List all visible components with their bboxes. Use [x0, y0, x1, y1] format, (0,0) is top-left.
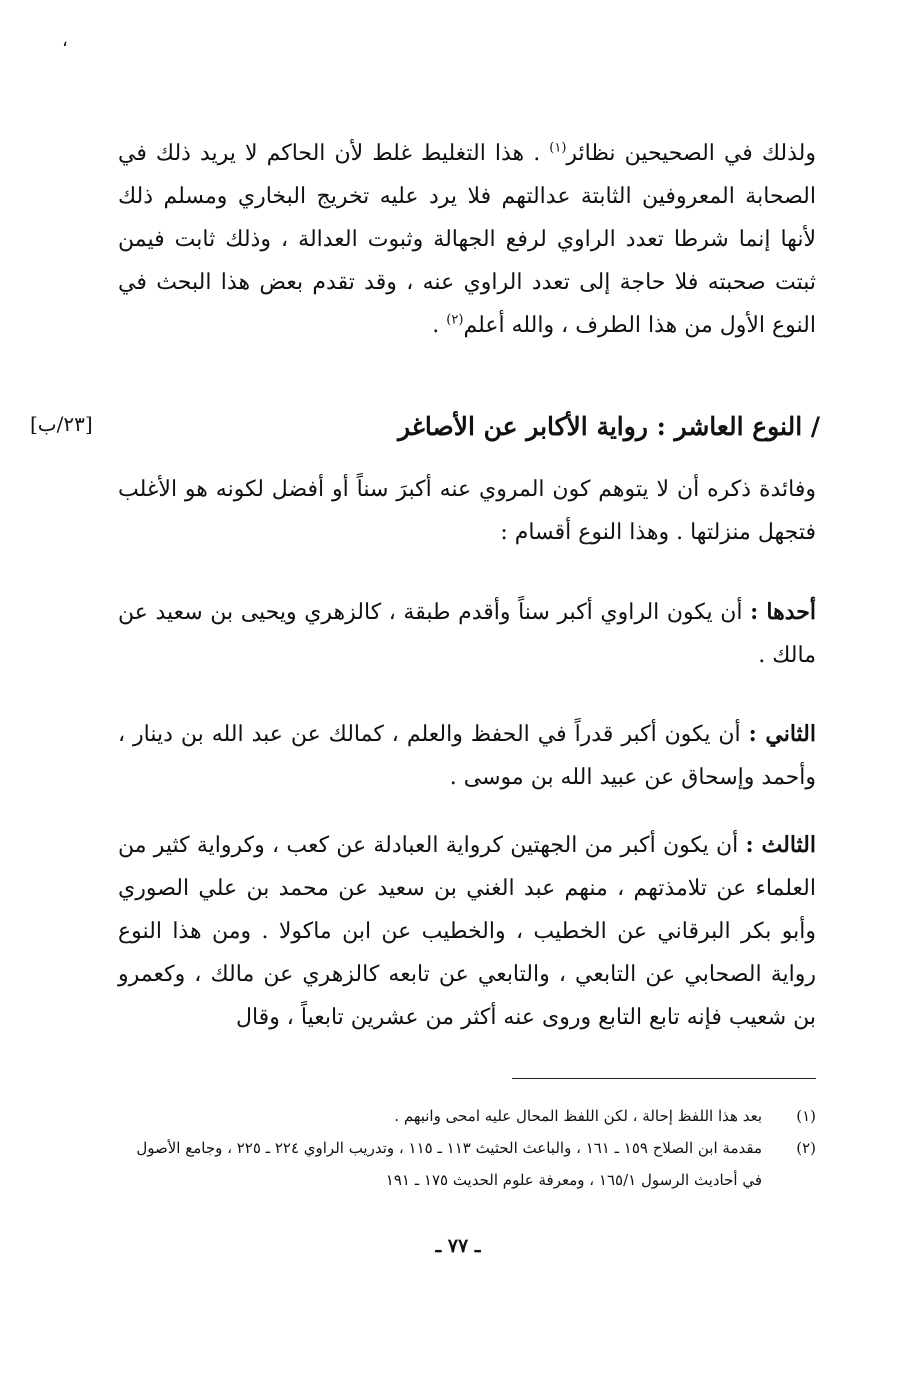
paragraph-1-text-a: ولذلك في الصحيحين نظائر	[566, 141, 816, 166]
footnote-2-number: (٢)	[796, 1139, 816, 1157]
footnote-1	[118, 1100, 816, 1132]
section-heading: / النوع العاشر : رواية الأكابر عن الأصاغر	[398, 412, 820, 441]
page-number: ـ ٧٧ ـ	[435, 1235, 481, 1257]
paragraph-3	[118, 591, 816, 677]
paragraph-1-text-c: .	[432, 313, 447, 338]
footnote-separator	[512, 1078, 816, 1079]
paragraph-2: وفائدة ذكره أن لا يتوهم كون المروي عنه أكبرَ سناً أو أفضل لكونه هو الأغلب فتجهل منزلتها . وهذا النوع أقسام :	[118, 477, 816, 545]
paragraph-4	[118, 713, 816, 799]
paragraph-1-text-b: . هذا التغليط غلط لأن الحاكم لا يريد ذلك في الصحابة المعروفين الثابتة عدالتهم فلا يرد عليه تخريج البخاري ومسلم ذلك لأنها إنما شرطا تعدد الراوي لرفع الجهالة وثبوت العدالة ، وذلك ثابت فيمن ثبتت صحبته فلا حاجة إلى تعدد الراوي عنه ، وقد تقدم بعض هذا البحث في النوع الأول من هذا الطرف ، والله أعلم	[118, 141, 816, 338]
footnote-2	[118, 1132, 816, 1196]
section-heading-row	[20, 404, 820, 450]
footnote-2-text: مقدمة ابن الصلاح ١٥٩ ـ ١٦١ ، والباعث الحثيث ١١٣ ـ ١١٥ ، وتدريب الراوي ٢٢٤ ـ ٢٢٥ ، وجامع الأصول في أحاديث الرسول ١٦٥/١ ، ومعرفة علوم الحديث ١٧٥ ـ ١٩١	[136, 1139, 762, 1189]
manuscript-folio-marker: [٢٣/ب]	[30, 412, 93, 436]
paragraph-5	[118, 824, 816, 1039]
paragraph-3-lead: أحدها :	[750, 599, 816, 625]
stray-mark: ،	[62, 30, 68, 51]
paragraph-5-text: أن يكون أكبر من الجهتين كرواية العبادلة عن كعب ، وكرواية كثير من العلماء عن تلامذتهم ، منهم عبد الغني بن سعيد عن محمد بن علي الصوري وأبو بكر البرقاني عن الخطيب ، والخطيب عن ابن ماكولا . ومن هذا النوع رواية الصحابي عن التابعي ، والتابعي عن تابعه كالزهري عن مالك ، وكعمرو بن شعيب فإنه تابع التابع وروى عنه أكثر من عشرين تابعياً ، وقال	[118, 833, 816, 1030]
footnote-1-number: (١)	[796, 1107, 816, 1125]
paragraph-1	[118, 132, 816, 347]
paragraph-5-lead: الثالث :	[745, 832, 817, 858]
footnote-ref-2: (٢)	[446, 312, 464, 328]
paragraph-4-text: أن يكون أكبر قدراً في الحفظ والعلم ، كمالك عن عبد الله بن دينار ، وأحمد وإسحاق عن عبيد الله بن موسى .	[118, 722, 816, 790]
paragraph-4-lead: الثاني :	[748, 721, 816, 747]
footnote-ref-1: (١)	[549, 140, 567, 156]
footnotes	[118, 1100, 816, 1196]
footnote-1-text: بعد هذا اللفظ إحالة ، لكن اللفظ المحال عليه امحى وانبهم .	[394, 1107, 762, 1125]
paragraph-3-text: أن يكون الراوي أكبر سناً وأقدم طبقة ، كالزهري ويحيى بن سعيد عن مالك .	[118, 600, 816, 668]
